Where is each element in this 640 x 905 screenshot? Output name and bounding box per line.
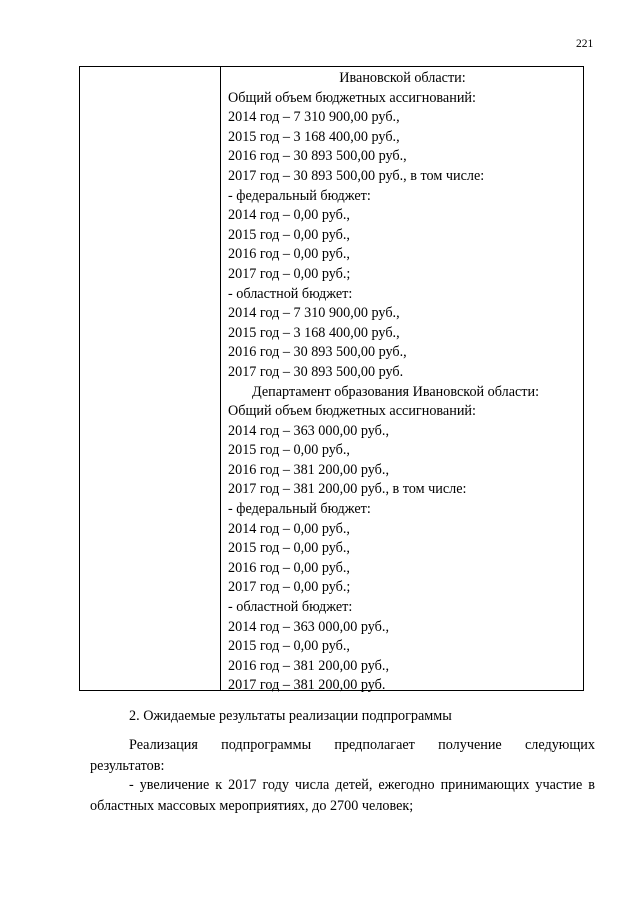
paragraph-word: подпрограммы (221, 737, 312, 753)
table-left-cell (80, 67, 221, 690)
table-line: 2017 год – 30 893 500,00 руб., в том числе: (228, 167, 485, 184)
table-line: 2015 год – 0,00 руб., (228, 226, 350, 243)
table-line: 2016 год – 381 200,00 руб., (228, 461, 389, 478)
table-line: Ивановской области: (339, 70, 466, 86)
paragraph-second-line: результатов: (90, 758, 165, 774)
table-line: 2016 год – 0,00 руб., (228, 559, 350, 576)
table-line: 2016 год – 30 893 500,00 руб., (228, 148, 407, 165)
table-line: - областной бюджет: (228, 599, 353, 616)
budget-table (79, 66, 584, 694)
table-line: Общий объем бюджетных ассигнований: (228, 403, 476, 420)
table-line: 2014 год – 7 310 900,00 руб., (228, 305, 400, 322)
paragraph-text: - увеличение к 2017 году числа детей, ежегодно принимающих участие в областных массовых мероприятиях, до 2700 человек; (90, 777, 595, 814)
section-heading: 2. Ожидаемые результаты реализации подпрограммы (129, 708, 452, 724)
table-line: Общий объем бюджетных ассигнований: (228, 89, 476, 106)
paragraph-word: Реализация (129, 737, 198, 753)
table-line: 2015 год – 3 168 400,00 руб., (228, 324, 400, 341)
table-line: 2015 год – 0,00 руб., (228, 540, 350, 557)
table-line: - областной бюджет: (228, 285, 353, 302)
table-line: 2017 год – 381 200,00 руб., в том числе: (228, 481, 467, 498)
table-line: Департамент образования Ивановской области: (252, 383, 540, 400)
page-number: 221 (576, 38, 594, 50)
table-line: 2014 год – 363 000,00 руб., (228, 618, 389, 635)
paragraph-word: получение (438, 737, 502, 753)
table-line: - федеральный бюджет: (228, 501, 371, 518)
table-right-cell (221, 67, 583, 694)
table-line: 2016 год – 0,00 руб., (228, 246, 350, 263)
paragraph-first-line (90, 735, 595, 756)
table-line: 2016 год – 30 893 500,00 руб., (228, 344, 407, 361)
table-line: 2017 год – 0,00 руб.; (228, 265, 351, 282)
paragraph-children-count (90, 775, 595, 817)
table-line: 2014 год – 0,00 руб., (228, 520, 350, 537)
table-line: 2014 год – 7 310 900,00 руб., (228, 109, 400, 126)
table-line: 2014 год – 363 000,00 руб., (228, 422, 389, 439)
table-line: - федеральный бюджет: (228, 187, 371, 204)
table-line: 2015 год – 3 168 400,00 руб., (228, 128, 400, 145)
paragraph-expected-results (90, 735, 595, 777)
table-line: 2017 год – 381 200,00 руб. (228, 677, 386, 694)
paragraph-word: предполагает (334, 737, 415, 753)
table-line: 2015 год – 0,00 руб., (228, 442, 350, 459)
table-line: 2014 год – 0,00 руб., (228, 207, 350, 224)
table-line: 2017 год – 30 893 500,00 руб. (228, 363, 404, 380)
table-line: 2015 год – 0,00 руб., (228, 638, 350, 655)
table-line: 2017 год – 0,00 руб.; (228, 579, 351, 596)
paragraph-word: следующих (524, 737, 595, 753)
table-line: 2016 год – 381 200,00 руб., (228, 657, 389, 674)
